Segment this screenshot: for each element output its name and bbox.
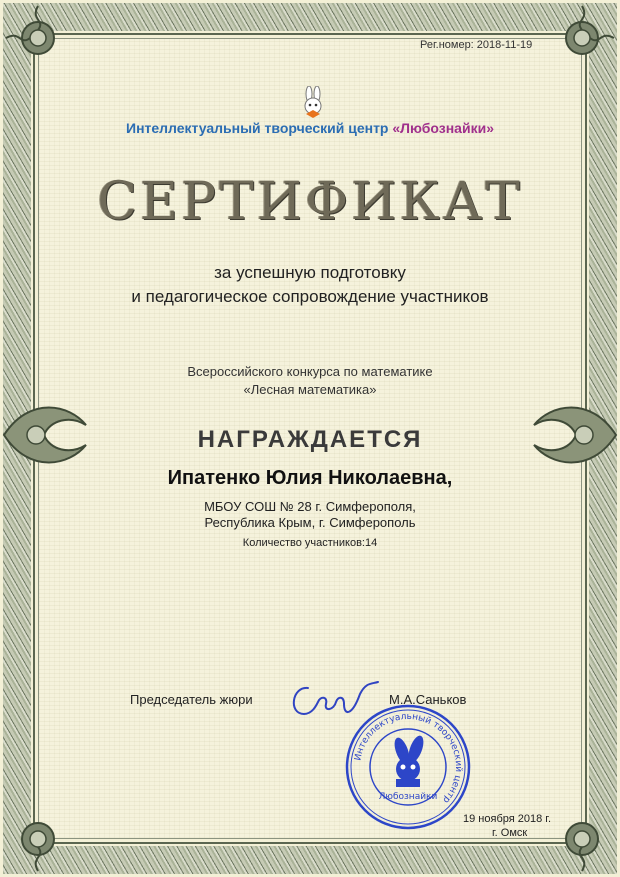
- organization-name-brand: «Любознайки»: [392, 120, 494, 136]
- awarded-label: НАГРАЖДАЕТСЯ: [197, 426, 423, 453]
- jury-chair-signer: М.А.Саньков: [389, 692, 467, 707]
- organization-name-prefix: Интеллектуальный творческий центр: [126, 120, 393, 136]
- jury-chair-label: Председатель жюри: [130, 692, 253, 707]
- recipient-school: МБОУ СОШ № 28 г. Симферополя,: [204, 499, 416, 514]
- issue-date: 19 ноября 2018 г.: [463, 813, 551, 825]
- stamp-bunny-icon: [392, 734, 427, 787]
- contest-line-1: Всероссийского конкурса по математике: [187, 364, 433, 379]
- recipient-location: Республика Крым, г. Симферополь: [204, 515, 416, 530]
- bunny-logo-icon: [296, 86, 330, 120]
- participants-count: Количество участников:14: [242, 537, 378, 549]
- stamp-ring-text: Интеллектуальный творческий центр: [353, 711, 464, 805]
- registration-number: Рег.номер: 2018-11-19: [420, 39, 533, 51]
- subtitle-line-2: и педагогическое сопровождение участников: [131, 287, 489, 306]
- issue-city: г. Омск: [492, 827, 528, 839]
- contest-line-2: «Лесная математика»: [243, 382, 377, 397]
- recipient-name: Ипатенко Юлия Николаевна,: [167, 467, 453, 489]
- stamp-center-text: Любознайки: [378, 792, 438, 802]
- corner-ornament-top-right: [540, 0, 620, 80]
- corner-ornament-top-left: [0, 0, 80, 80]
- corner-ornament-bottom-right: [540, 797, 620, 877]
- corner-ornament-bottom-left: [0, 797, 80, 877]
- organization-name: [0, 120, 620, 136]
- round-stamp: [344, 703, 472, 831]
- subtitle-line-1: за успешную подготовку: [214, 263, 406, 282]
- certificate-title: СЕРТИФИКАТ: [97, 172, 523, 232]
